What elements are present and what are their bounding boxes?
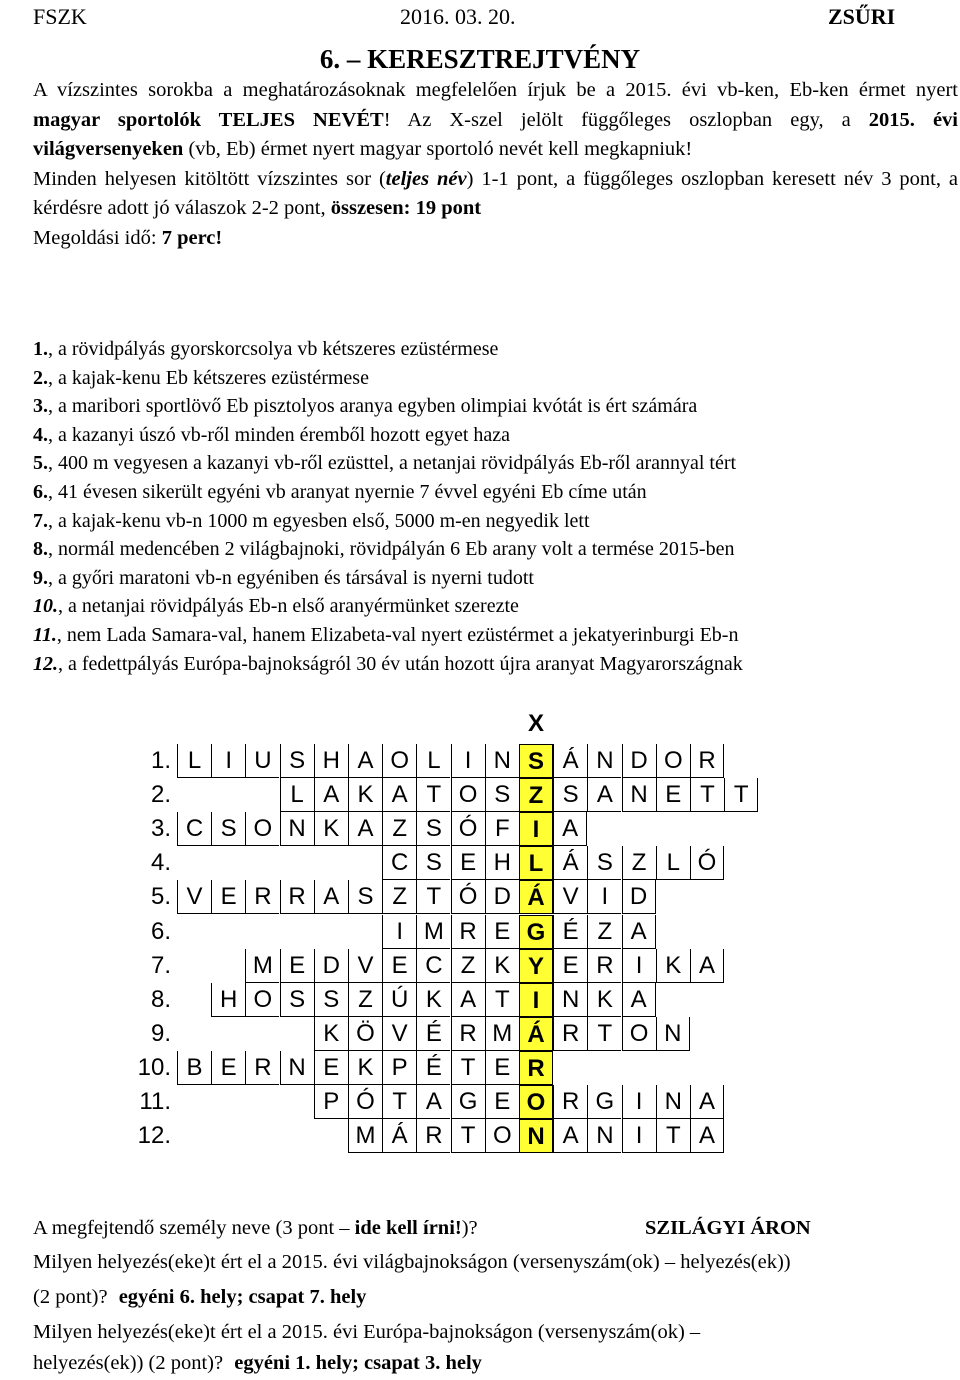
clue-number: 4. — [33, 423, 48, 446]
clue-number: 3. — [33, 395, 48, 418]
grid-cell: S — [348, 880, 382, 914]
grid-cell: D — [314, 949, 348, 983]
intro-text: A vízszintes sorokba a meghatározásoknak megfelelően írjuk be a 2015. évi vb-ken, Eb-ken érmet nyert — [33, 79, 958, 101]
grid-cell: F — [485, 812, 519, 846]
grid-cell: E — [485, 1051, 519, 1085]
grid-cell: A — [348, 744, 382, 778]
grid-cell: N — [587, 1119, 621, 1153]
solution-cell: N — [519, 1119, 553, 1153]
clue-item — [33, 592, 958, 621]
grid-cell: N — [485, 744, 519, 778]
question-text: (2 pont)? — [33, 1286, 108, 1308]
grid-cell: E — [314, 1051, 348, 1085]
clue-item — [33, 364, 958, 393]
grid-cell: T — [416, 778, 450, 812]
row-number: 12. — [137, 1122, 171, 1150]
instructions-paragraph-2 — [33, 165, 958, 224]
solution-cell: Á — [519, 880, 553, 914]
grid-cell: R — [416, 1119, 450, 1153]
grid-cell: K — [587, 983, 621, 1017]
clue-item — [33, 650, 958, 679]
grid-cell: N — [587, 744, 621, 778]
question-2-line-1: Milyen helyezés(eke)t ért el a 2015. évi világbajnokságon (versenyszám(ok) – helyezés(ek)) — [33, 1251, 791, 1273]
clue-number: 7. — [33, 509, 48, 532]
grid-cell: T — [724, 778, 758, 812]
grid-cell: R — [690, 744, 724, 778]
question-3-line-2 — [33, 1346, 482, 1380]
grid-cell: T — [587, 1017, 621, 1051]
grid-cell: Ö — [348, 1017, 382, 1051]
row-number: 8. — [150, 985, 171, 1013]
solution-name: SZILÁGYI ÁRON — [645, 1217, 811, 1239]
row-number: 6. — [150, 917, 171, 945]
grid-cell: I — [622, 949, 656, 983]
grid-cell: P — [382, 1051, 416, 1085]
grid-cell: K — [485, 949, 519, 983]
grid-cell: G — [451, 1085, 485, 1119]
grid-cell: O — [245, 812, 279, 846]
grid-cell: S — [314, 983, 348, 1017]
row-number: 2. — [150, 781, 171, 809]
grid-cell: S — [416, 846, 450, 880]
grid-cell: S — [280, 744, 314, 778]
grid-cell: L — [656, 846, 690, 880]
grid-cell: K — [348, 1051, 382, 1085]
clue-item — [33, 621, 958, 650]
grid-cell: N — [280, 1051, 314, 1085]
grid-cell: K — [656, 949, 690, 983]
clue-item — [33, 535, 958, 564]
clue-text: , a kajak-kenu vb-n 1000 m egyesben első, 5000 m-en negyedik lett — [48, 509, 590, 532]
intro-emphasis: 2015. évi világversenyeken — [33, 108, 959, 160]
grid-cell: A — [622, 983, 656, 1017]
solution-cell: I — [519, 812, 553, 846]
grid-cell: Á — [382, 1119, 416, 1153]
grid-cell: Ó — [348, 1085, 382, 1119]
grid-cell: T — [416, 880, 450, 914]
grid-cell: T — [485, 983, 519, 1017]
clue-item — [33, 421, 958, 450]
clue-text: , normál medencében 2 világbajnoki, rövidpályán 6 Eb arany volt a termése 2015-ben — [48, 538, 735, 561]
grid-cell: H — [211, 983, 245, 1017]
grid-cell: I — [382, 915, 416, 949]
clue-number: 6. — [33, 480, 48, 503]
grid-cell: T — [690, 778, 724, 812]
grid-cell: D — [485, 880, 519, 914]
intro-emphasis: magyar sportolók TELJES NEVÉT — [33, 108, 384, 131]
instructions-paragraph-3 — [33, 224, 958, 254]
clue-number: 2. — [33, 366, 48, 389]
grid-cell: K — [314, 1017, 348, 1051]
grid-cell: A — [416, 1085, 450, 1119]
grid-cell: C — [382, 846, 416, 880]
grid-cell: R — [451, 915, 485, 949]
grid-cell: O — [382, 744, 416, 778]
solution-cell: L — [519, 846, 553, 880]
solution-cell: Z — [519, 778, 553, 812]
grid-cell: S — [485, 778, 519, 812]
grid-cell: A — [314, 778, 348, 812]
question-text: )? — [461, 1217, 478, 1239]
grid-cell: I — [587, 880, 621, 914]
clue-text: , a netanjai rövidpályás Eb-n első aranyérmünket szerezte — [58, 595, 519, 618]
grid-cell: Z — [348, 983, 382, 1017]
clue-text: , 400 m vegyesen a kazanyi vb-ről ezüsttel, a netanjai rövidpályás Eb-ről arannyal tért — [48, 452, 737, 475]
grid-cell: V — [553, 880, 587, 914]
grid-cell: A — [314, 880, 348, 914]
clue-number: 1. — [33, 338, 48, 360]
solution-cell: Á — [519, 1017, 553, 1051]
grid-cell: A — [348, 812, 382, 846]
row-number: 9. — [150, 1019, 171, 1047]
grid-cell: Z — [587, 915, 621, 949]
grid-cell: H — [485, 846, 519, 880]
clue-text: , a győri maratoni vb-n egyéniben és társával is nyerni tudott — [48, 566, 534, 589]
grid-cell: Ó — [690, 846, 724, 880]
grid-cell: T — [656, 1119, 690, 1153]
grid-cell: A — [622, 915, 656, 949]
grid-cell: O — [451, 778, 485, 812]
question-3-line-1: Milyen helyezés(eke)t ért el a 2015. évi Európa-bajnokságon (versenyszám(ok) – — [33, 1321, 701, 1343]
intro-emphasis: 7 perc! — [161, 226, 223, 249]
grid-cell: M — [245, 949, 279, 983]
clue-text: , a maribori sportlövő Eb pisztolyos aranya egyben olimpiai kvótát is ért számára — [48, 395, 698, 418]
grid-cell: V — [177, 880, 211, 914]
grid-cell: A — [690, 1085, 724, 1119]
grid-cell: L — [177, 744, 211, 778]
question-2-line-2 — [33, 1280, 366, 1314]
grid-cell: Z — [622, 846, 656, 880]
grid-cell: Z — [382, 880, 416, 914]
grid-cell: A — [553, 812, 587, 846]
clue-text: , nem Lada Samara-val, hanem Elizabeta-val nyert ezüstérmet a jekatyerinburgi Eb-n — [56, 623, 739, 646]
solution-cell: R — [519, 1051, 553, 1085]
intro-text: (vb, Eb) érmet nyert magyar sportoló nevét kell megkapniuk! — [183, 138, 693, 160]
grid-cell: R — [587, 949, 621, 983]
row-number: 5. — [150, 883, 171, 911]
grid-cell: O — [656, 744, 690, 778]
grid-cell: B — [177, 1051, 211, 1085]
grid-cell: Á — [553, 744, 587, 778]
header-left: FSZK — [33, 4, 87, 29]
solution-cell: G — [519, 915, 553, 949]
grid-cell: H — [314, 744, 348, 778]
grid-cell: T — [451, 1119, 485, 1153]
grid-cell: L — [280, 778, 314, 812]
grid-cell: U — [245, 744, 279, 778]
grid-cell: R — [245, 880, 279, 914]
grid-cell: N — [622, 778, 656, 812]
clue-number: 11. — [33, 623, 57, 646]
grid-cell: R — [553, 1017, 587, 1051]
grid-cell: S — [211, 812, 245, 846]
clue-text: , 41 évesen sikerült egyéni vb aranyat nyernie 7 évvel egyéni Eb címe után — [48, 480, 647, 503]
grid-cell: C — [177, 812, 211, 846]
grid-cell: O — [245, 983, 279, 1017]
clue-item — [33, 335, 958, 364]
grid-cell: P — [314, 1085, 348, 1119]
clue-number: 9. — [33, 566, 48, 589]
grid-cell: Z — [382, 812, 416, 846]
clue-item — [33, 392, 958, 421]
question-text: helyezés(ek)) (2 pont)? — [33, 1352, 224, 1374]
grid-cell: R — [280, 880, 314, 914]
grid-cell: A — [553, 1119, 587, 1153]
grid-cell: É — [553, 915, 587, 949]
grid-cell: N — [280, 812, 314, 846]
solution-cell: O — [519, 1085, 553, 1119]
header-right: ZSŰRI — [828, 4, 896, 29]
question-text: A megfejtendő személy neve (3 pont – — [33, 1217, 355, 1239]
clue-item — [33, 564, 958, 593]
grid-cell: Á — [553, 846, 587, 880]
grid-cell: A — [451, 983, 485, 1017]
grid-cell: O — [622, 1017, 656, 1051]
row-number: 4. — [150, 849, 171, 877]
grid-cell: O — [485, 1119, 519, 1153]
row-number: 11. — [139, 1088, 171, 1115]
grid-cell: S — [280, 983, 314, 1017]
grid-cell: N — [553, 983, 587, 1017]
answer-european-championship: egyéni 1. hely; csapat 3. hely — [234, 1352, 482, 1374]
grid-cell: I — [622, 1085, 656, 1119]
grid-cell: É — [416, 1017, 450, 1051]
solution-cell: Y — [519, 949, 553, 983]
grid-cell: D — [622, 880, 656, 914]
grid-cell: E — [211, 880, 245, 914]
grid-cell: S — [416, 812, 450, 846]
instructions — [33, 76, 958, 253]
grid-cell: A — [587, 778, 621, 812]
intro-text: Minden helyesen kitöltött vízszintes sor ( — [33, 167, 386, 190]
grid-cell: S — [553, 778, 587, 812]
clue-text: , a kajak-kenu Eb kétszeres ezüstérmese — [48, 366, 369, 389]
grid-cell: C — [416, 949, 450, 983]
row-number: 1. — [150, 747, 171, 774]
grid-cell: E — [485, 1085, 519, 1119]
question-1 — [33, 1211, 478, 1245]
grid-cell: K — [314, 812, 348, 846]
grid-cell: N — [656, 1085, 690, 1119]
grid-cell: K — [348, 778, 382, 812]
grid-cell: I — [622, 1119, 656, 1153]
clue-item — [33, 449, 958, 478]
grid-cell: M — [416, 915, 450, 949]
grid-cell: Z — [451, 949, 485, 983]
question-emphasis: ide kell írni! — [354, 1217, 462, 1239]
grid-cell: E — [553, 949, 587, 983]
clue-item — [33, 478, 958, 507]
grid-cell: N — [656, 1017, 690, 1051]
solution-column-marker: X — [528, 710, 545, 737]
row-number: 3. — [150, 815, 171, 843]
grid-cell: R — [553, 1085, 587, 1119]
grid-cell: I — [451, 744, 485, 778]
clue-number: 5. — [33, 452, 48, 475]
clue-list — [33, 335, 958, 678]
grid-cell: M — [348, 1119, 382, 1153]
grid-cell: S — [587, 846, 621, 880]
grid-cell: E — [451, 846, 485, 880]
grid-cell: K — [416, 983, 450, 1017]
clue-text: , a rövidpályás gyorskorcsolya vb kétszeres ezüstérmese — [48, 338, 499, 360]
grid-cell: Ó — [451, 880, 485, 914]
grid-cell: R — [451, 1017, 485, 1051]
grid-cell: Ú — [382, 983, 416, 1017]
grid-cell: E — [485, 915, 519, 949]
grid-cell: M — [485, 1017, 519, 1051]
clue-number: 10. — [33, 595, 58, 618]
clue-number: 8. — [33, 538, 48, 561]
grid-cell: E — [211, 1051, 245, 1085]
intro-emphasis: teljes név — [385, 167, 467, 190]
solution-cell: S — [519, 744, 553, 778]
clue-number: 12. — [33, 652, 58, 675]
header-date: 2016. 03. 20. — [400, 4, 516, 29]
grid-cell: Ó — [451, 812, 485, 846]
grid-cell: T — [451, 1051, 485, 1085]
grid-cell: D — [622, 744, 656, 778]
instructions-paragraph-1 — [33, 76, 958, 165]
row-number: 7. — [150, 951, 171, 979]
grid-cell: R — [245, 1051, 279, 1085]
grid-cell: G — [587, 1085, 621, 1119]
grid-cell: E — [280, 949, 314, 983]
row-number: 10. — [137, 1053, 171, 1081]
grid-cell: E — [656, 778, 690, 812]
clue-text: , a kazanyi úszó vb-ről minden éremből hozott egyet haza — [48, 423, 511, 446]
solution-cell: I — [519, 983, 553, 1017]
grid-cell: É — [416, 1051, 450, 1085]
clue-item — [33, 507, 958, 536]
intro-text: ! Az X-szel jelölt függőleges oszlopban egy, a — [383, 108, 869, 131]
grid-cell: V — [382, 1017, 416, 1051]
grid-cell: I — [211, 744, 245, 778]
grid-cell: V — [348, 949, 382, 983]
grid-cell: A — [382, 778, 416, 812]
grid-cell: E — [382, 949, 416, 983]
grid-cell: L — [416, 744, 450, 778]
page-title: 6. – KERESZTREJTVÉNY — [319, 44, 641, 74]
grid-cell: T — [382, 1085, 416, 1119]
grid-cell: A — [690, 949, 724, 983]
intro-text: Megoldási idő: — [33, 226, 162, 249]
intro-text: ) 1-1 pont, a függőleges oszlopban keresett név 3 pont, a kérdésre adott jó válaszok 2-2 pont, — [33, 167, 958, 219]
grid-cell: A — [690, 1119, 724, 1153]
answer-world-championship: egyéni 6. hely; csapat 7. hely — [118, 1286, 367, 1308]
intro-emphasis: összesen: 19 pont — [330, 197, 482, 219]
clue-text: , a fedettpályás Európa-bajnokságról 30 év után hozott újra aranyat Magyarországnak — [58, 652, 743, 675]
